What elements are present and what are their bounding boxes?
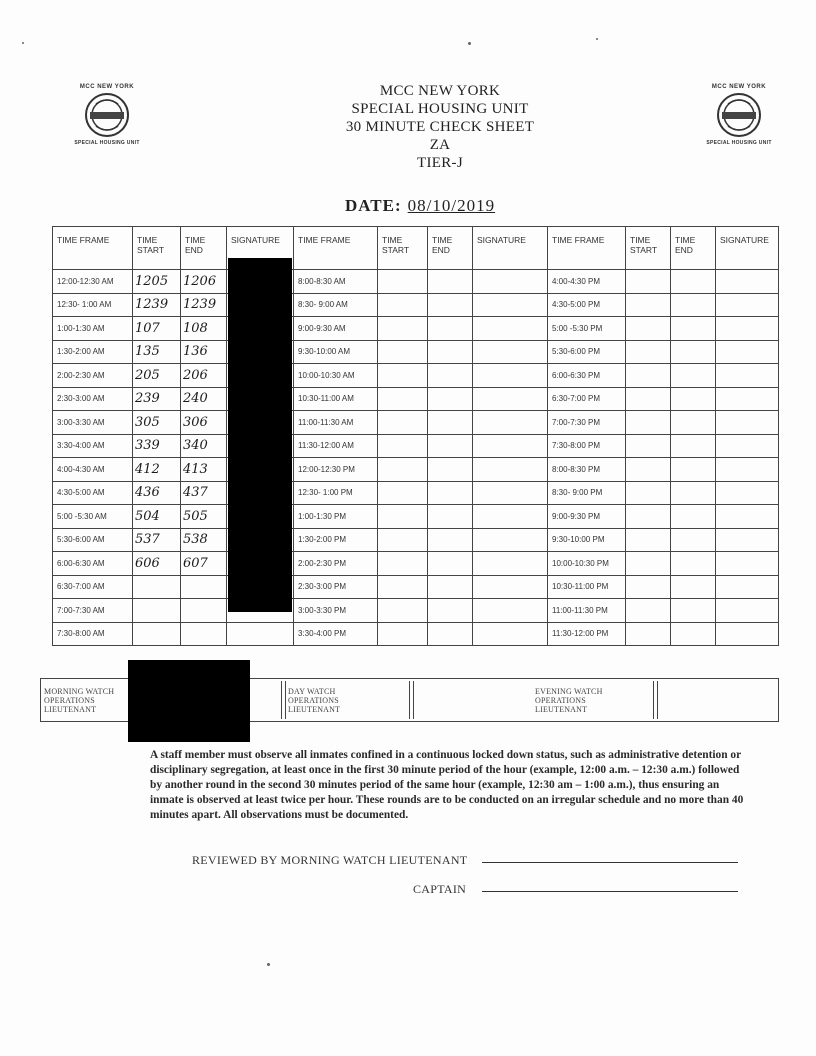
- time-end-cell: [181, 599, 227, 623]
- time-end-cell: [671, 270, 716, 294]
- time-end-cell: 437: [181, 481, 227, 505]
- time-start-cell: 339: [133, 434, 181, 458]
- signature-cell: [716, 552, 779, 576]
- title-line-unit: SPECIAL HOUSING UNIT: [351, 101, 529, 117]
- signature-cell: [716, 434, 779, 458]
- reviewed-by-line: [482, 862, 738, 863]
- time-start-cell: 1239: [133, 293, 181, 317]
- time-start-cell: [378, 434, 428, 458]
- time-frame-cell: 5:30-6:00 AM: [53, 528, 133, 552]
- time-frame-cell: 1:00-1:30 AM: [53, 317, 133, 341]
- time-end-cell: 306: [181, 411, 227, 435]
- signature-cell: [716, 575, 779, 599]
- time-end-cell: [428, 481, 473, 505]
- time-frame-cell: 12:30- 1:00 AM: [53, 293, 133, 317]
- time-frame-cell: 4:30-5:00 AM: [53, 481, 133, 505]
- time-end-cell: [671, 387, 716, 411]
- time-end-cell: [428, 552, 473, 576]
- scan-speck: [468, 42, 471, 45]
- table-row: [53, 505, 779, 529]
- time-frame-cell: 11:30-12:00 AM: [294, 434, 378, 458]
- evening-watch-label: EVENING WATCH OPERATIONS LIEUTENANT: [535, 687, 603, 714]
- table-row: [53, 434, 779, 458]
- time-start-cell: 205: [133, 364, 181, 388]
- signature-cell: [473, 340, 548, 364]
- redacted-morning-signature: [128, 660, 250, 742]
- time-start-cell: [378, 411, 428, 435]
- shu-emblem-icon: [84, 92, 130, 138]
- time-frame-cell: 7:30-8:00 AM: [53, 622, 133, 646]
- sheet-date: [345, 196, 495, 216]
- divider: [653, 681, 658, 719]
- title-line-sheet: 30 MINUTE CHECK SHEET: [345, 119, 535, 135]
- time-end-cell: [428, 317, 473, 341]
- time-end-cell: [428, 340, 473, 364]
- time-end-cell: [671, 434, 716, 458]
- time-end-cell: [428, 387, 473, 411]
- divider: [281, 681, 286, 719]
- time-frame-cell: 10:00-10:30 PM: [548, 552, 626, 576]
- time-frame-cell: 11:30-12:00 PM: [548, 622, 626, 646]
- signature-cell: [473, 575, 548, 599]
- time-end-cell: [671, 317, 716, 341]
- time-frame-cell: 2:30-3:00 AM: [53, 387, 133, 411]
- time-start-cell: [626, 458, 671, 482]
- time-frame-cell: 8:00-8:30 AM: [294, 270, 378, 294]
- table-row: [53, 599, 779, 623]
- time-end-cell: [428, 411, 473, 435]
- time-end-cell: [428, 575, 473, 599]
- signature-cell: [473, 364, 548, 388]
- time-frame-cell: 6:30-7:00 AM: [53, 575, 133, 599]
- time-start-cell: [378, 552, 428, 576]
- time-end-cell: [428, 364, 473, 388]
- time-end-cell: [428, 599, 473, 623]
- table-row: [53, 387, 779, 411]
- time-end-cell: [671, 575, 716, 599]
- captain-line: [482, 891, 738, 892]
- signature-cell: [473, 599, 548, 623]
- signature-cell: [473, 293, 548, 317]
- time-frame-cell: 12:00-12:30 AM: [53, 270, 133, 294]
- time-start-cell: [626, 622, 671, 646]
- table-row: [53, 270, 779, 294]
- time-frame-cell: 2:00-2:30 AM: [53, 364, 133, 388]
- time-frame-cell: 3:30-4:00 AM: [53, 434, 133, 458]
- time-frame-cell: 12:30- 1:00 PM: [294, 481, 378, 505]
- time-start-cell: [626, 505, 671, 529]
- time-frame-cell: 11:00-11:30 AM: [294, 411, 378, 435]
- time-end-cell: 136: [181, 340, 227, 364]
- time-start-cell: [378, 575, 428, 599]
- title-line-tier: TIER-J: [417, 155, 463, 171]
- time-frame-cell: 10:30-11:00 AM: [294, 387, 378, 411]
- date-label: DATE:: [345, 196, 402, 215]
- time-end-cell: [671, 552, 716, 576]
- time-end-cell: 206: [181, 364, 227, 388]
- title-line-zone: ZA: [429, 137, 451, 153]
- header-time-frame: TIME FRAME: [548, 227, 626, 270]
- title-line-facility: MCC NEW YORK: [379, 83, 501, 99]
- time-frame-cell: 3:00-3:30 AM: [53, 411, 133, 435]
- time-start-cell: [378, 505, 428, 529]
- time-end-cell: [428, 270, 473, 294]
- table-row: [53, 481, 779, 505]
- header-signature: SIGNATURE: [227, 227, 294, 270]
- signature-cell: [716, 599, 779, 623]
- time-start-cell: [133, 575, 181, 599]
- time-start-cell: 436: [133, 481, 181, 505]
- time-frame-cell: 2:00-2:30 PM: [294, 552, 378, 576]
- time-frame-cell: 9:00-9:30 AM: [294, 317, 378, 341]
- time-end-cell: 505: [181, 505, 227, 529]
- logo-bottom-caption: SPECIAL HOUSING UNIT: [74, 140, 140, 146]
- time-frame-cell: 8:30- 9:00 PM: [548, 481, 626, 505]
- header-time-frame: TIME FRAME: [294, 227, 378, 270]
- table-row: [53, 411, 779, 435]
- time-frame-cell: 5:00 -5:30 AM: [53, 505, 133, 529]
- time-start-cell: 305: [133, 411, 181, 435]
- signature-cell: [473, 458, 548, 482]
- time-frame-cell: 4:00-4:30 PM: [548, 270, 626, 294]
- table-row: [53, 293, 779, 317]
- signature-cell: [227, 622, 294, 646]
- time-end-cell: [428, 293, 473, 317]
- signature-cell: [473, 622, 548, 646]
- shu-emblem-icon: [716, 92, 762, 138]
- time-start-cell: [626, 270, 671, 294]
- table-row: [53, 317, 779, 341]
- time-end-cell: [671, 599, 716, 623]
- time-start-cell: 504: [133, 505, 181, 529]
- reviewed-by-label: REVIEWED BY MORNING WATCH LIEUTENANT: [192, 853, 468, 867]
- time-start-cell: [378, 458, 428, 482]
- time-start-cell: [626, 599, 671, 623]
- time-start-cell: [378, 364, 428, 388]
- time-start-cell: 107: [133, 317, 181, 341]
- signature-cell: [716, 317, 779, 341]
- time-start-cell: [626, 411, 671, 435]
- time-start-cell: [378, 340, 428, 364]
- time-frame-cell: 9:30-10:00 PM: [548, 528, 626, 552]
- signature-cell: [473, 387, 548, 411]
- signature-cell: [473, 552, 548, 576]
- time-start-cell: [378, 622, 428, 646]
- time-frame-cell: 7:00-7:30 PM: [548, 411, 626, 435]
- time-frame-cell: 8:00-8:30 PM: [548, 458, 626, 482]
- time-end-cell: 413: [181, 458, 227, 482]
- observation-policy-notice: A staff member must observe all inmates confined in a continuous locked down status, such as administrative detention or disciplinary segregation, at least once in the first 30 minute period of the hour (example, 12:00 a.m. – 12:30 a.m.) followed by another round in the second 30 minutes period of the same hour (example, 12:30 am – 1:00 a.m.), thus ensuring an inmate is observed at least twice per hour. These rounds are to be conducted on an irregular schedule and no more than 40 minutes apart. All observations must be documented.: [150, 749, 744, 821]
- table-header-row: [53, 227, 779, 270]
- time-end-cell: [428, 505, 473, 529]
- time-frame-cell: 2:30-3:00 PM: [294, 575, 378, 599]
- signature-cell: [716, 481, 779, 505]
- signature-cell: [473, 528, 548, 552]
- time-end-cell: [428, 528, 473, 552]
- table-row: [53, 575, 779, 599]
- check-table: [52, 226, 779, 646]
- time-end-cell: [428, 622, 473, 646]
- time-frame-cell: 4:00-4:30 AM: [53, 458, 133, 482]
- time-start-cell: [626, 317, 671, 341]
- signature-cell: [716, 293, 779, 317]
- redacted-signatures: [228, 258, 292, 612]
- divider: [409, 681, 414, 719]
- time-frame-cell: 5:30-6:00 PM: [548, 340, 626, 364]
- time-end-cell: 240: [181, 387, 227, 411]
- time-end-cell: [671, 340, 716, 364]
- scan-speck: [267, 963, 270, 966]
- time-end-cell: [671, 528, 716, 552]
- signature-cell: [716, 340, 779, 364]
- time-end-cell: [671, 293, 716, 317]
- signature-cell: [716, 387, 779, 411]
- table-row: [53, 552, 779, 576]
- time-end-cell: 340: [181, 434, 227, 458]
- header-time-end: TIME END: [671, 227, 716, 270]
- time-frame-cell: 7:30-8:00 PM: [548, 434, 626, 458]
- header-time-start: TIME START: [378, 227, 428, 270]
- header-time-start: TIME START: [626, 227, 671, 270]
- time-frame-cell: 6:00-6:30 AM: [53, 552, 133, 576]
- time-end-cell: [671, 458, 716, 482]
- header-signature: SIGNATURE: [716, 227, 779, 270]
- logo-top-caption: MCC NEW YORK: [711, 84, 767, 90]
- signature-cell: [716, 528, 779, 552]
- time-end-cell: 607: [181, 552, 227, 576]
- signature-cell: [473, 481, 548, 505]
- time-end-cell: [671, 481, 716, 505]
- signature-cell: [716, 458, 779, 482]
- scan-speck: [596, 38, 598, 40]
- time-start-cell: [626, 528, 671, 552]
- time-start-cell: [378, 481, 428, 505]
- time-frame-cell: 1:30-2:00 AM: [53, 340, 133, 364]
- time-start-cell: [378, 387, 428, 411]
- time-end-cell: [671, 505, 716, 529]
- time-start-cell: 135: [133, 340, 181, 364]
- time-start-cell: [378, 270, 428, 294]
- time-frame-cell: 1:00-1:30 PM: [294, 505, 378, 529]
- signature-cell: [716, 622, 779, 646]
- time-start-cell: [378, 528, 428, 552]
- logo-bottom-caption: SPECIAL HOUSING UNIT: [706, 140, 772, 146]
- time-start-cell: [626, 340, 671, 364]
- day-watch-label: DAY WATCH OPERATIONS LIEUTENANT: [288, 687, 341, 714]
- time-end-cell: [671, 622, 716, 646]
- table-row: [53, 622, 779, 646]
- table-row: [53, 364, 779, 388]
- time-end-cell: 108: [181, 317, 227, 341]
- time-end-cell: [181, 575, 227, 599]
- table-row: [53, 458, 779, 482]
- time-start-cell: 412: [133, 458, 181, 482]
- time-frame-cell: 9:30-10:00 AM: [294, 340, 378, 364]
- date-value: 08/10/2019: [407, 196, 496, 215]
- signature-cell: [473, 270, 548, 294]
- table-body: [53, 270, 779, 646]
- signature-cell: [473, 317, 548, 341]
- scan-speck: [22, 42, 24, 44]
- time-frame-cell: 10:00-10:30 AM: [294, 364, 378, 388]
- time-frame-cell: 6:00-6:30 PM: [548, 364, 626, 388]
- time-start-cell: [626, 293, 671, 317]
- time-end-cell: [181, 622, 227, 646]
- header-time-start: TIME START: [133, 227, 181, 270]
- header-signature: SIGNATURE: [473, 227, 548, 270]
- time-frame-cell: 4:30-5:00 PM: [548, 293, 626, 317]
- header-time-end: TIME END: [428, 227, 473, 270]
- signature-cell: [716, 411, 779, 435]
- time-start-cell: [626, 387, 671, 411]
- signature-cell: [473, 411, 548, 435]
- time-end-cell: [428, 458, 473, 482]
- header-time-end: TIME END: [181, 227, 227, 270]
- time-end-cell: 538: [181, 528, 227, 552]
- time-end-cell: [671, 364, 716, 388]
- time-end-cell: 1239: [181, 293, 227, 317]
- table-row: [53, 528, 779, 552]
- signature-cell: [473, 434, 548, 458]
- shu-logo-left: [62, 84, 152, 146]
- time-frame-cell: 10:30-11:00 PM: [548, 575, 626, 599]
- time-start-cell: [626, 552, 671, 576]
- time-frame-cell: 9:00-9:30 PM: [548, 505, 626, 529]
- captain-label: CAPTAIN: [413, 882, 467, 896]
- time-frame-cell: 5:00 -5:30 PM: [548, 317, 626, 341]
- time-frame-cell: 6:30-7:00 PM: [548, 387, 626, 411]
- time-frame-cell: 7:00-7:30 AM: [53, 599, 133, 623]
- time-start-cell: [378, 317, 428, 341]
- time-frame-cell: 3:30-4:00 PM: [294, 622, 378, 646]
- time-frame-cell: 1:30-2:00 PM: [294, 528, 378, 552]
- time-start-cell: 606: [133, 552, 181, 576]
- signature-cell: [716, 270, 779, 294]
- time-start-cell: [626, 434, 671, 458]
- sheet-title: [290, 82, 590, 172]
- time-start-cell: [378, 599, 428, 623]
- signature-cell: [716, 364, 779, 388]
- signature-cell: [473, 505, 548, 529]
- table-row: [53, 340, 779, 364]
- morning-watch-label: MORNING WATCH OPERATIONS LIEUTENANT: [44, 687, 115, 714]
- time-start-cell: [133, 599, 181, 623]
- time-frame-cell: 12:00-12:30 PM: [294, 458, 378, 482]
- time-frame-cell: 8:30- 9:00 AM: [294, 293, 378, 317]
- time-start-cell: [378, 293, 428, 317]
- time-end-cell: [428, 434, 473, 458]
- time-start-cell: [133, 622, 181, 646]
- time-frame-cell: 11:00-11:30 PM: [548, 599, 626, 623]
- time-start-cell: [626, 364, 671, 388]
- time-frame-cell: 3:00-3:30 PM: [294, 599, 378, 623]
- time-start-cell: 239: [133, 387, 181, 411]
- logo-top-caption: MCC NEW YORK: [79, 84, 135, 90]
- header-time-frame: TIME FRAME: [53, 227, 133, 270]
- time-end-cell: [671, 411, 716, 435]
- signature-cell: [716, 505, 779, 529]
- time-start-cell: 537: [133, 528, 181, 552]
- shu-logo-right: [694, 84, 784, 146]
- time-start-cell: [626, 575, 671, 599]
- time-start-cell: 1205: [133, 270, 181, 294]
- time-start-cell: [626, 481, 671, 505]
- time-end-cell: 1206: [181, 270, 227, 294]
